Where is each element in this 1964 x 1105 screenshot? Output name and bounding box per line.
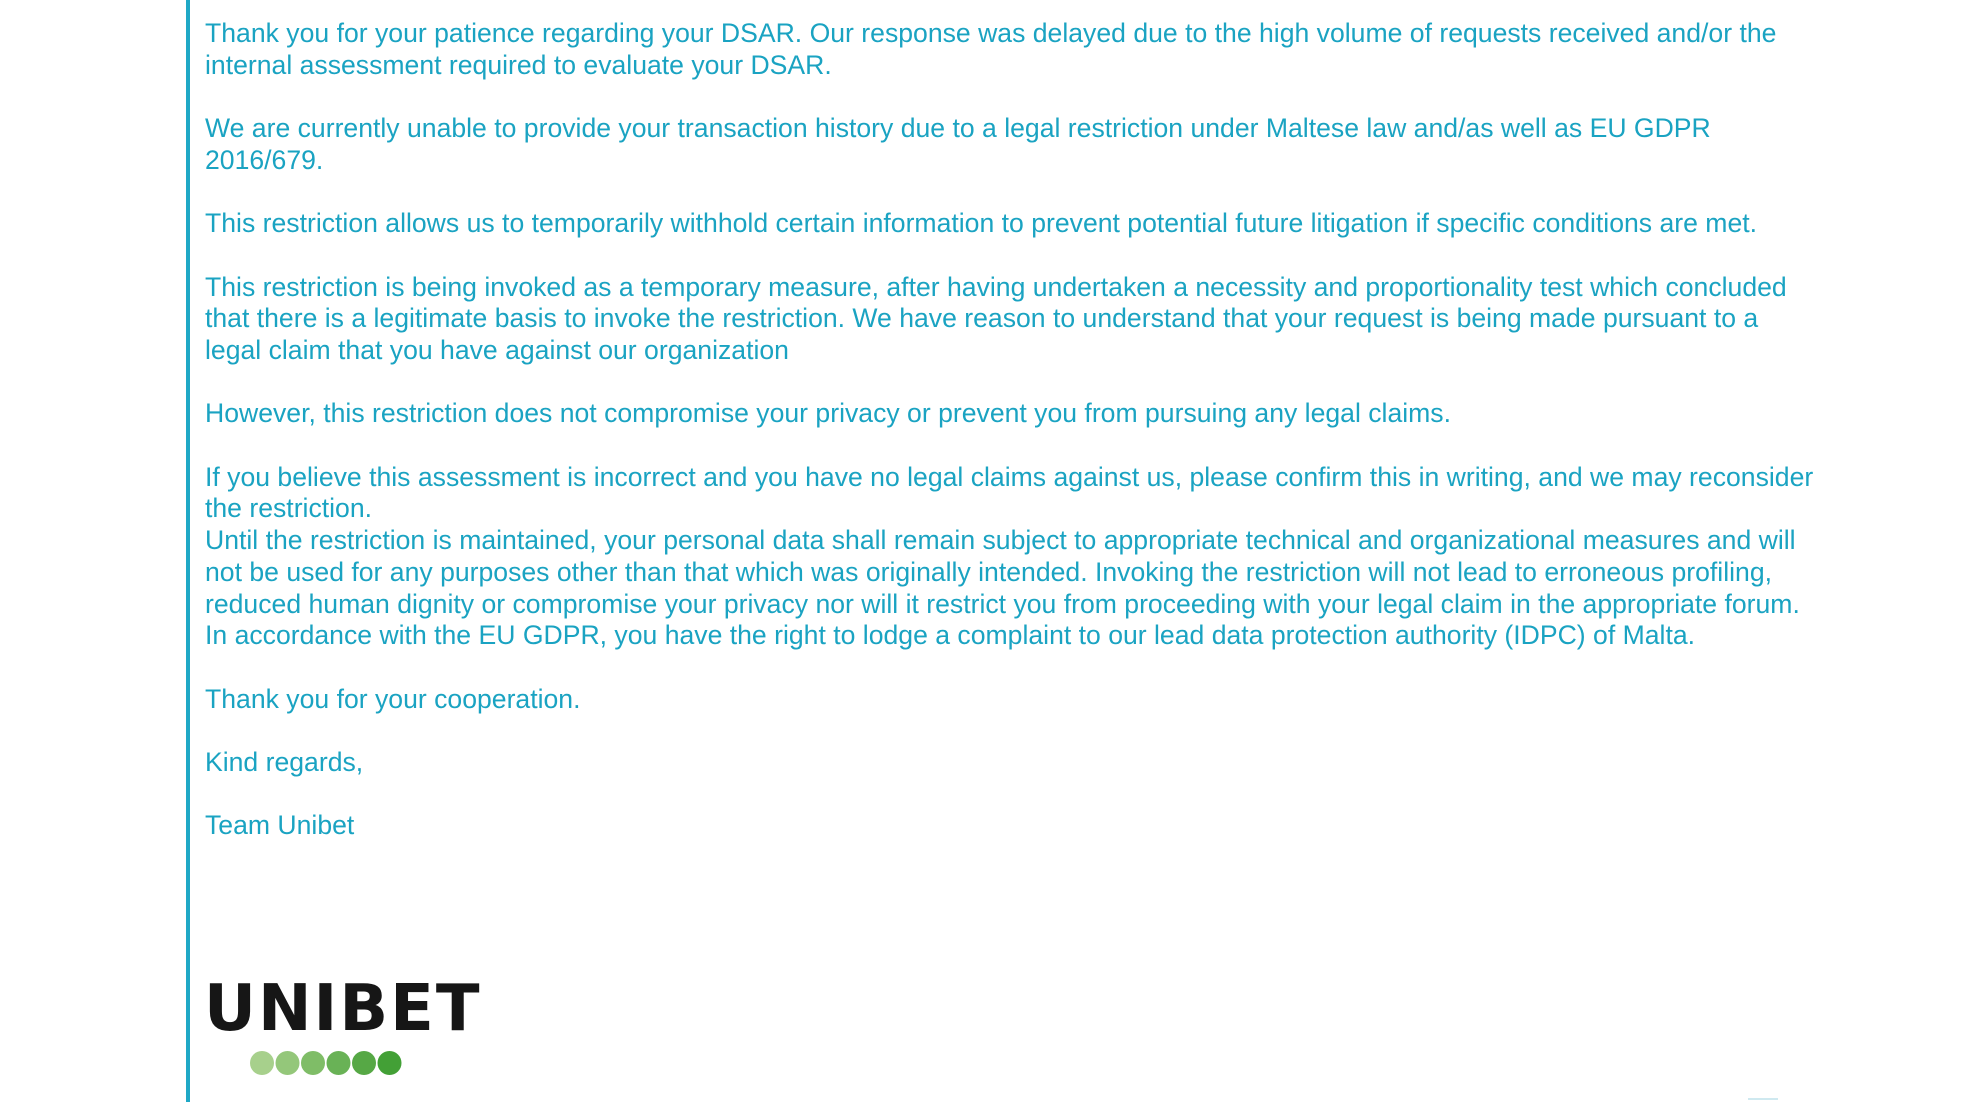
closing-regards: Kind regards, (205, 747, 364, 778)
paragraph-necessity-test: This restriction is being invoked as a temporary measure, after having undertaken a necessity and proportionality test which concluded that there is a legitimate basis to invoke the restriction. We have reason to understand that your request is being made pursuant to a legal claim that you have against our organization (205, 271, 1787, 365)
logo-dot (327, 1051, 351, 1075)
logo-dots (250, 1050, 410, 1076)
footer-divider (1748, 1098, 1778, 1100)
paragraph-complaint-right: In accordance with the EU GDPR, you have the right to lodge a complaint to our lead data protection authority (IDPC) of Malta. (205, 620, 1696, 651)
paragraph-reconsider: If you believe this assessment is incorrect and you have no legal claims against us, please confirm this in writing, and we may reconsider the restriction. (205, 461, 1814, 524)
logo-wordmark: UNIBET (204, 972, 482, 1046)
paragraph-data-measures: Until the restriction is maintained, your personal data shall remain subject to appropriate technical and organizational measures and will not be used for any purposes other than that which was originally intended. Invoking the restriction will not lead to erroneous profiling, reduced human dignity or compromise your privacy nor will it restrict you from proceeding with your legal claim in the appropriate forum. (205, 525, 1800, 619)
paragraph-privacy-note: However, this restriction does not compromise your privacy or prevent you from pursuing any legal claims. (205, 398, 1451, 429)
logo-dot (352, 1051, 376, 1075)
paragraph-withhold-info: This restriction allows us to temporarily withhold certain information to prevent potential future litigation if specific conditions are met. (205, 208, 1758, 239)
paragraph-legal-restriction: We are currently unable to provide your transaction history due to a legal restriction under Maltese law and/as well as EU GDPR 2016/679. (205, 113, 1711, 175)
logo-dot (301, 1051, 325, 1075)
paragraph-delay-notice: Thank you for your patience regarding your DSAR. Our response was delayed due to the high volume of requests received and/or the internal assessment required to evaluate your DSAR. (205, 18, 1777, 80)
logo-dot (250, 1051, 274, 1075)
signature-team: Team Unibet (205, 810, 355, 841)
logo-dot (378, 1051, 402, 1075)
quote-bar (186, 0, 190, 1102)
paragraph-thanks: Thank you for your cooperation. (205, 683, 581, 714)
unibet-logo (204, 972, 482, 1046)
logo-dot (276, 1051, 300, 1075)
email-body (205, 18, 1815, 874)
logo-dots-graphic (250, 1050, 410, 1076)
